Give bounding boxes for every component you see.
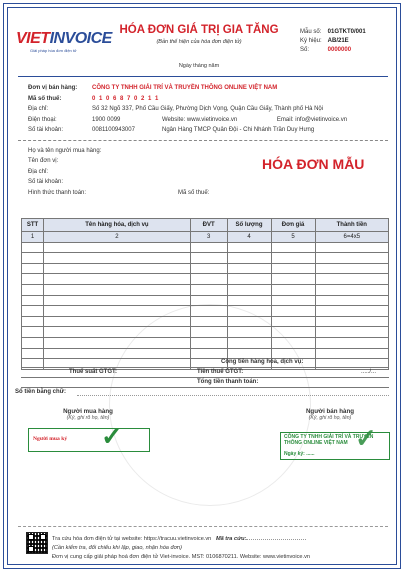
table-cell xyxy=(190,306,227,317)
table-cell xyxy=(44,295,191,306)
footer-divider xyxy=(18,526,388,527)
table-cell xyxy=(227,316,271,327)
table-cell xyxy=(271,253,315,264)
col-price: Đơn giá xyxy=(271,219,315,232)
table-cell xyxy=(315,327,388,338)
footer-lookup-text[interactable]: Tra cứu hóa đơn điện tử tại website: https://tracuu.vietinvoice.vn xyxy=(52,536,212,542)
idx-2: 2 xyxy=(44,232,191,243)
buyer-signed-box xyxy=(28,421,150,452)
col-amount: Thành tiền xyxy=(315,219,388,232)
table-cell xyxy=(22,327,44,338)
series-value: AB/21E xyxy=(327,38,349,44)
table-cell xyxy=(271,242,315,253)
seller-tax-label: Mã số thuế: xyxy=(28,95,62,102)
col-name: Tên hàng hóa, dịch vụ xyxy=(44,219,191,232)
table-cell xyxy=(227,253,271,264)
table-row xyxy=(22,316,389,327)
table-cell xyxy=(271,316,315,327)
table-cell xyxy=(44,284,191,295)
qr-code-icon xyxy=(26,532,48,554)
table-cell xyxy=(271,263,315,274)
seller-email[interactable]: info@vietinvoice.vn xyxy=(295,116,348,123)
table-cell xyxy=(22,284,44,295)
buyer-signed-label: Người mua ký xyxy=(33,436,68,442)
table-row xyxy=(22,274,389,285)
seller-account-label: Số tài khoản: xyxy=(28,127,64,134)
table-cell xyxy=(190,284,227,295)
seller-check-icon: ✓ xyxy=(355,423,377,453)
logo-tagline: Giải pháp hóa đơn điện tử xyxy=(30,48,77,53)
seller-sign-sub: (Ký, ghi rõ họ, tên) xyxy=(308,415,352,421)
buyer-unit-label: Tên đơn vị: xyxy=(28,158,59,165)
number-label: Số: xyxy=(300,47,310,53)
buyer-address-label: Địa chỉ: xyxy=(28,168,49,175)
footer-lookup-code-label: Mã tra cứu: xyxy=(215,536,247,542)
buyer-payment-label: Hình thức thanh toán: xyxy=(28,189,87,196)
seller-address-label: Địa chỉ: xyxy=(28,106,49,113)
seller-phone: 1900 0099 xyxy=(92,116,121,123)
table-cell xyxy=(315,306,388,317)
table-cell xyxy=(227,327,271,338)
table-cell xyxy=(315,253,388,264)
table-cell xyxy=(44,306,191,317)
buyer-account-label: Số tài khoản: xyxy=(28,179,64,186)
seller-signed-box xyxy=(280,423,390,460)
footer-provider: Đơn vị cung cấp giải pháp hoá đơn điện tử Viet-invoice. MST: 0106870211. Website: www.vietinvoice.vn xyxy=(52,554,310,560)
table-cell xyxy=(315,242,388,253)
invoice-title: HÓA ĐƠN GIÁ TRỊ GIA TĂNG xyxy=(119,24,279,36)
seller-sign-title: Người bán hàng xyxy=(305,408,355,415)
table-row xyxy=(22,337,389,348)
table-cell xyxy=(227,284,271,295)
buyer-name-label: Họ và tên người mua hàng: xyxy=(28,148,102,154)
table-cell xyxy=(315,263,388,274)
invoice-page xyxy=(3,3,401,569)
table-cell xyxy=(22,253,44,264)
table-row xyxy=(22,306,389,317)
brand-logo xyxy=(16,30,112,56)
logo-wordmark: VIETINVOICE xyxy=(16,30,112,47)
table-cell xyxy=(44,253,191,264)
seller-divider xyxy=(18,140,388,141)
table-cell xyxy=(190,295,227,306)
table-row xyxy=(22,263,389,274)
header-divider xyxy=(18,76,388,77)
table-cell xyxy=(315,337,388,348)
number-value: 0000000 xyxy=(327,47,352,53)
table-cell xyxy=(271,337,315,348)
table-row xyxy=(22,327,389,338)
template-label: Mẫu số: xyxy=(300,29,322,35)
table-cell xyxy=(44,327,191,338)
table-cell xyxy=(227,274,271,285)
table-cell xyxy=(227,263,271,274)
table-cell xyxy=(315,284,388,295)
table-row xyxy=(22,253,389,264)
in-words-line xyxy=(77,395,389,396)
buyer-tax-label: Mã số thuế: xyxy=(178,189,210,196)
seller-phone-label: Điện thoại: xyxy=(28,116,57,123)
in-words-label: Số tiền bằng chữ: xyxy=(15,389,67,395)
table-cell xyxy=(227,295,271,306)
seller-section xyxy=(28,83,347,136)
seller-address: Số 32 Ngõ 337, Phố Cầu Giấy, Phường Dịch Vọng, Quận Cầu Giấy, Thành phố Hà Nội xyxy=(92,106,324,113)
items-table xyxy=(21,218,389,370)
seller-tax-code: 0 1 0 6 8 7 0 2 1 1 xyxy=(92,95,160,102)
seller-bank: Ngân Hàng TMCP Quân Đội - Chi Nhánh Trần Duy Hưng xyxy=(162,127,315,134)
idx-5: 5 xyxy=(271,232,315,243)
col-unit: ĐVT xyxy=(190,219,227,232)
subtotal-row xyxy=(21,358,389,368)
table-cell xyxy=(190,263,227,274)
table-cell xyxy=(44,337,191,348)
idx-4: 4 xyxy=(227,232,271,243)
table-cell xyxy=(190,274,227,285)
idx-3: 3 xyxy=(190,232,227,243)
invoice-subtitle: (Bản thể hiện của hóa đơn điện tử) xyxy=(156,39,242,45)
col-stt: STT xyxy=(22,219,44,232)
seller-signed-name: CÔNG TY TNHH GIẢI TRÍ VÀ TRUYỀN THÔNG ONLINE VIỆT NAM xyxy=(284,434,374,446)
table-cell xyxy=(190,337,227,348)
table-cell xyxy=(271,327,315,338)
in-words-row xyxy=(15,389,389,398)
seller-account: 0081100943007 xyxy=(92,127,135,134)
table-cell xyxy=(271,295,315,306)
table-row xyxy=(22,295,389,306)
buyer-section xyxy=(28,146,388,198)
table-cell xyxy=(227,306,271,317)
series-label: Ký hiệu: xyxy=(300,38,322,44)
seller-website[interactable]: www.vietinvoice.vn xyxy=(186,116,238,123)
invoice-date-line: Ngày tháng năm xyxy=(178,63,220,69)
col-qty: Số lượng xyxy=(227,219,271,232)
seller-sign-date: Ngày ký: ...... xyxy=(284,451,315,457)
table-cell xyxy=(44,274,191,285)
idx-1: 1 xyxy=(22,232,44,243)
sample-invoice-stamp: HÓA ĐƠN MẪU xyxy=(262,156,365,172)
invoice-meta xyxy=(300,28,366,55)
table-cell xyxy=(190,253,227,264)
items-index-row xyxy=(22,232,389,243)
table-cell xyxy=(44,316,191,327)
table-cell xyxy=(315,274,388,285)
footer-text xyxy=(52,533,310,562)
vat-row xyxy=(21,368,389,378)
table-cell xyxy=(44,242,191,253)
seller-name-label: Đơn vị bán hàng: xyxy=(28,85,78,91)
grand-total-label: Tổng tiền thanh toán: xyxy=(197,379,259,385)
table-cell xyxy=(22,337,44,348)
grand-total-row xyxy=(21,378,389,388)
table-cell xyxy=(22,242,44,253)
table-cell xyxy=(315,316,388,327)
table-cell xyxy=(190,316,227,327)
table-cell xyxy=(22,295,44,306)
items-header-row xyxy=(22,219,389,232)
vat-amount-label: Tiền thuế GTGT: xyxy=(197,369,244,375)
table-cell xyxy=(22,263,44,274)
subtotal-label: Cộng tiền hàng hóa, dịch vụ: xyxy=(221,359,304,365)
table-cell xyxy=(190,242,227,253)
idx-6: 6=4x5 xyxy=(315,232,388,243)
footer-note: (Cần kiểm tra, đối chiếu khi lập, giao, nhận hóa đơn) xyxy=(52,545,182,551)
vat-percent-suffix: ...../... xyxy=(361,369,377,375)
table-cell xyxy=(22,274,44,285)
seller-website-label: Website: xyxy=(162,116,186,123)
template-value: 01GTKT0/001 xyxy=(327,29,366,35)
table-cell xyxy=(227,337,271,348)
table-cell xyxy=(271,284,315,295)
buyer-signature-block xyxy=(28,408,148,421)
table-cell xyxy=(44,263,191,274)
table-cell xyxy=(315,295,388,306)
table-cell xyxy=(271,306,315,317)
table-cell xyxy=(190,327,227,338)
vat-rate-label: Thuế suất GTGT: xyxy=(69,369,117,375)
table-cell xyxy=(22,316,44,327)
table-cell xyxy=(227,242,271,253)
seller-signature-block xyxy=(272,408,388,421)
seller-email-label: Email: xyxy=(276,116,294,123)
buyer-check-icon: ✓ xyxy=(101,421,123,451)
table-row xyxy=(22,242,389,253)
table-cell xyxy=(271,274,315,285)
seller-name: CÔNG TY TNHH GIẢI TRÍ VÀ TRUYỀN THÔNG ONLINE VIỆT NAM xyxy=(92,85,278,91)
buyer-sign-title: Người mua hàng xyxy=(63,408,113,415)
table-cell xyxy=(22,306,44,317)
totals-section xyxy=(15,358,389,400)
table-row xyxy=(22,284,389,295)
footer-lookup-code-line xyxy=(246,533,306,540)
buyer-sign-sub: (Ký, ghi rõ họ, tên) xyxy=(66,415,110,421)
